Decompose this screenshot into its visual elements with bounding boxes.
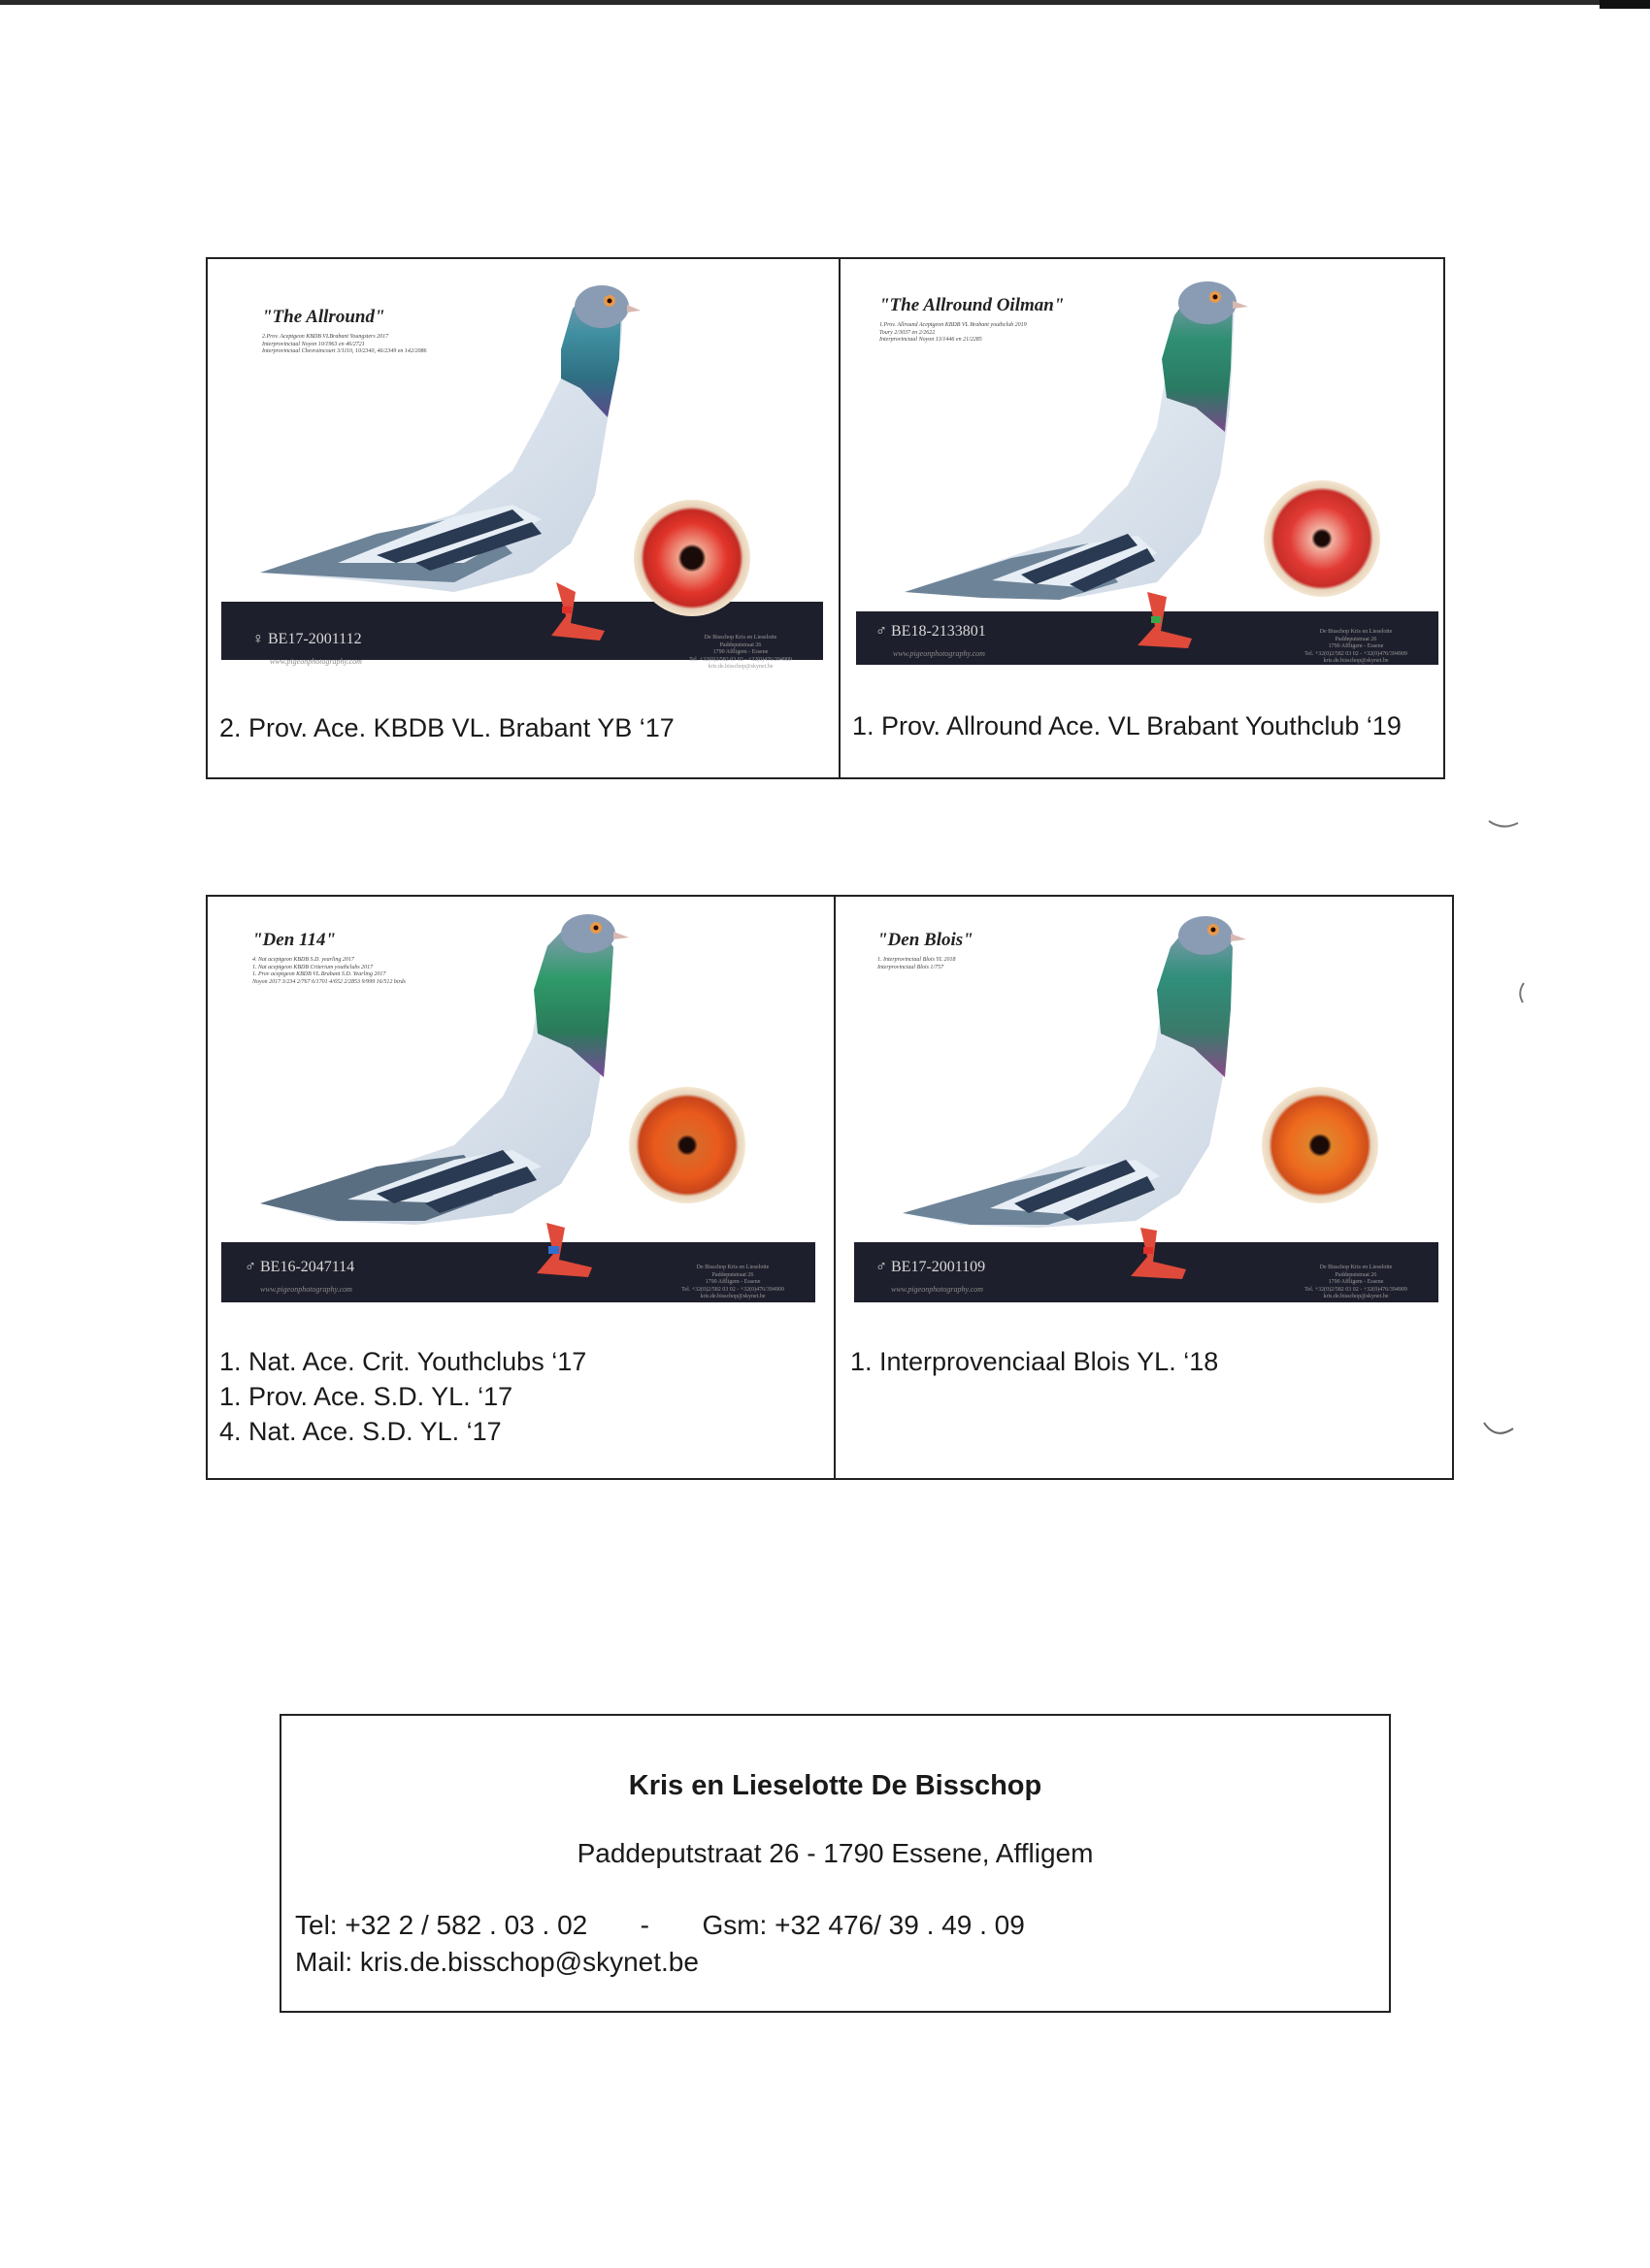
pigeon-beak [627,305,641,312]
pigeon-photo-card [846,272,1438,670]
ring-number: ♂ BE17-2001109 [875,1259,986,1275]
pigeon-note: Interprovinciaal Noyon 13/1446 en 21/2285 [879,337,982,343]
eye-closeup [1262,1087,1378,1203]
pigeon-notes [252,957,544,986]
pigeon-photo-card [221,912,815,1305]
contact-address: Paddeputstraat 26 - 1790 Essene, Affligem [577,1838,1094,1868]
leg-ring [1143,1247,1153,1254]
contact-name: Kris en Lieselotte De Bisschop [628,1770,1042,1801]
pigeon-note: Interprovinciaal Chevraincourt 3/1110, 10/2340, 46/2349 en 142/2086 [262,348,427,354]
pigeon-note: 1. Interprovinciaal Blois YL 2018 [877,957,956,963]
band-contact-block: De Bisschop Kris en Lieselotte Paddeputstraat 26 1790 Affligem - Essene Tel. +32(0)2/582 03 02 - +32(0)476/394909 kris.de.bisschop@skynet.be [689,635,792,671]
caption-line: 1. Nat. Ace. Crit. Youthclubs ‘17 [219,1347,587,1376]
pigeon-note: 1.Prov. Allround Aceptgeon KBDB VL Brabant youthclub 2019 [879,322,1027,328]
pigeon-name: "The Allround Oilman" [879,295,1065,315]
pigeon-note: Interprovinciaal Blois 1/757 [877,964,944,970]
sex-symbol: ♂ [875,623,887,640]
scan-top-edge [0,0,1650,5]
ring-number: ♂ BE18-2133801 [875,623,986,640]
band-contact-block: De Bisschop Kris en Lieselotte Paddeputstraat 26 1790 Affligem - Essene Tel. +32(0)2/582 03 02 - +32(0)476/394909 kris.de.bisschop@skynet.be [681,1265,784,1300]
eye-closeup [629,1087,745,1203]
pigeon-note: 1. Nat aceptgeon KBDB Criterium youthclubs 2017 [252,964,374,970]
leg-ring [548,1246,559,1254]
pigeon-note: 2.Prov. Aceptgeon KBDB VLBrabant Youngsters 2017 [262,334,389,340]
ring-number: ♀ BE17-2001112 [252,631,362,647]
leg-ring [562,607,572,613]
photographer-website: www.pigeonphotography.com [891,1285,983,1294]
pigeon-head [1178,916,1233,955]
pigeon-notes [877,957,1169,971]
pigeon-notes [879,322,1171,345]
caption-line: 4. Nat. Ace. S.D. YL. ‘17 [219,1417,502,1446]
pigeon-note: Interprovinciaal Noyon 10/1963 en 46/2721 [262,341,365,347]
pigeon-note: Toury 2/3037 en 2/2622 [879,329,936,336]
sex-symbol: ♂ [245,1259,256,1275]
pigeon-caption: 2. Prov. Ace. KBDB VL. Brabant YB ‘17 [219,713,675,742]
pigeon-beak [1231,934,1246,941]
sex-symbol: ♂ [875,1259,887,1275]
eye-closeup [1264,480,1380,597]
pigeon-beak [1233,301,1248,309]
band-contact-block: De Bisschop Kris en Lieselotte Paddeputstraat 26 1790 Affligem - Essene Tel. +32(0)2/582 03 02 - +32(0)476/394909 kris.de.bisschop@skynet.be [1304,1265,1407,1300]
ring-number: ♂ BE16-2047114 [245,1259,355,1275]
contact-phone: Tel: +32 2 / 582 . 03 . 02 - Gsm: +32 476/ 39 . 49 . 09 [295,1910,1025,1940]
pigeon-head [1178,281,1237,324]
scan-corner-mark [1600,0,1650,9]
pigeon-photo-card [221,272,823,675]
pigeon-head [575,285,629,328]
pigeon-note: 4. Nat aceptgeon KBDB S.D. yearling 2017 [252,957,354,963]
pigeon-note: 1. Prov aceptgeon KBDB VL.Brabant S.D. Yearling 2017 [252,971,386,977]
pigeon-caption [219,1344,586,1449]
contact-box [280,1714,1391,2013]
contact-mail: Mail: kris.de.bisschop@skynet.be [295,1947,699,1977]
photographer-website: www.pigeonphotography.com [260,1285,352,1294]
pigeon-beak [613,932,629,939]
eye-closeup [634,500,750,616]
scan-mark [1480,1417,1519,1446]
leg-ring [1151,616,1161,623]
pigeon-name: "The Allround" [262,307,385,327]
pigeon-photo [221,272,823,675]
pigeon-name: "Den Blois" [877,930,974,950]
band-contact-block: De Bisschop Kris en Lieselotte Paddeputstraat 26 1790 Affligem - Essene Tel. +32(0)2/582 03 02 - +32(0)476/394909 kris.de.bisschop@skynet.be [1304,629,1407,665]
sex-symbol: ♀ [252,631,264,647]
pigeon-head [561,914,615,953]
photographer-website: www.pigeonphotography.com [893,649,985,658]
pigeon-note: Noyon 2017 3/234 2/767 6/1701 4/652 2/2853 9/999 16/512 birds [252,978,406,985]
pigeon-caption: 1. Prov. Allround Ace. VL Brabant Youthclub ‘19 [852,711,1402,740]
scan-mark [1514,980,1528,1005]
caption-line: 1. Prov. Ace. S.D. YL. ‘17 [219,1382,513,1411]
scan-mark [1485,815,1524,835]
pigeon-notes [262,334,553,356]
photographer-website: www.pigeonphotography.com [270,657,362,666]
pigeon-caption: 1. Interprovenciaal Blois YL. ‘18 [850,1347,1219,1376]
pigeon-photo-card [844,912,1438,1305]
pigeon-name: "Den 114" [252,930,337,950]
